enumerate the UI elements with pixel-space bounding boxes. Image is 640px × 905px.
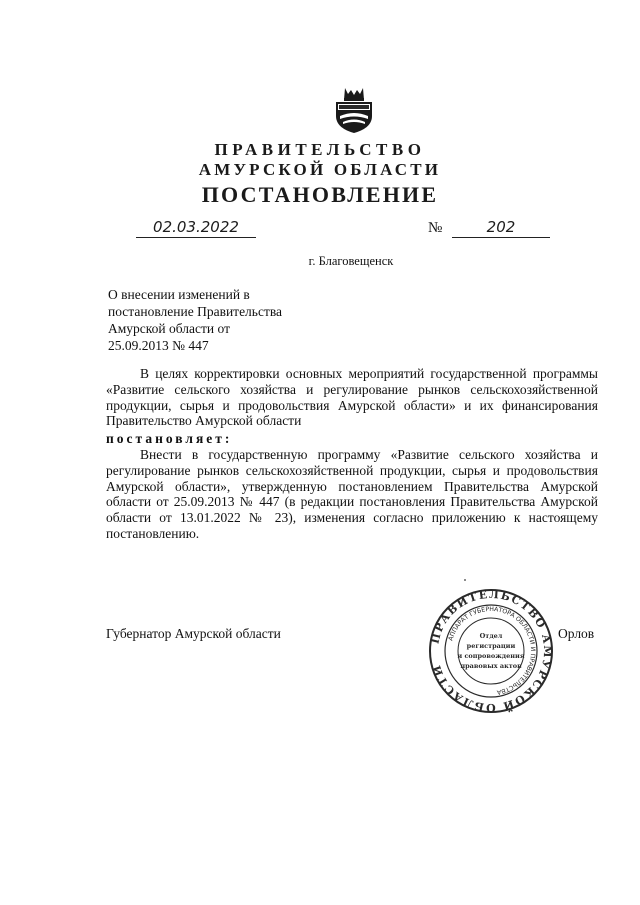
stamp-ring-text: АППАРАТ ГУБЕРНАТОРА ОБЛАСТИ И ПРАВИТЕЛЬСТВА xyxy=(447,605,537,696)
stamp-outer-text: ПРАВИТЕЛЬСТВО АМУРСКОЙ ОБЛАСТИ xyxy=(428,588,554,714)
stamp-inner-line: и сопровождения xyxy=(457,652,525,660)
subject-line: Амурской области от xyxy=(108,321,230,336)
government-title: ПРАВИТЕЛЬСТВО xyxy=(214,140,426,159)
stamp-inner-line: Отдел xyxy=(479,632,503,640)
signatory-name: Орлов xyxy=(558,626,595,641)
subject-line: 25.09.2013 № 447 xyxy=(108,338,209,353)
signatory-title: Губернатор Амурской области xyxy=(106,626,281,641)
city-line: г. Благовещенск xyxy=(308,254,394,268)
region-title: АМУРСКОЙ ОБЛАСТИ xyxy=(198,160,442,179)
official-stamp-icon xyxy=(428,588,554,714)
subject-line: О внесении изменений в xyxy=(108,287,250,302)
coat-of-arms-icon xyxy=(332,86,376,134)
document-number: 202 xyxy=(452,218,550,238)
preamble-paragraph: В целях корректировки основных мероприятий государственной программы «Развитие сельского хозяйства и регулирование рынков сельскохозяйственной продукции, сырья и продовольствия Амурской области» и их финансирования Правительство Амурской области xyxy=(106,366,598,429)
document-subject xyxy=(108,286,338,354)
scan-speck xyxy=(464,579,466,581)
stamp-inner-line: правовых актов xyxy=(460,662,522,670)
document-type-title: ПОСТАНОВЛЕНИЕ xyxy=(201,182,439,207)
number-label: № xyxy=(428,220,443,236)
document-date: 02.03.2022 xyxy=(136,218,256,238)
resolves-word: постановляет: xyxy=(106,431,233,446)
stamp-inner-line: регистрации xyxy=(466,642,516,650)
subject-line: постановление Правительства xyxy=(108,304,283,319)
resolution-paragraph: Внести в государственную программу «Развитие сельского хозяйства и регулирование рынков сельскохозяйственной продукции, сырья и продовольствия Амурской области», утвержденную постановлением Правительства Амурской области от 25.09.2013 № 447 (в редакции постановления Правительства Амурской области от 13.01.2022 № 23), изменения согласно приложению к настоящему постановлению. xyxy=(106,447,598,541)
